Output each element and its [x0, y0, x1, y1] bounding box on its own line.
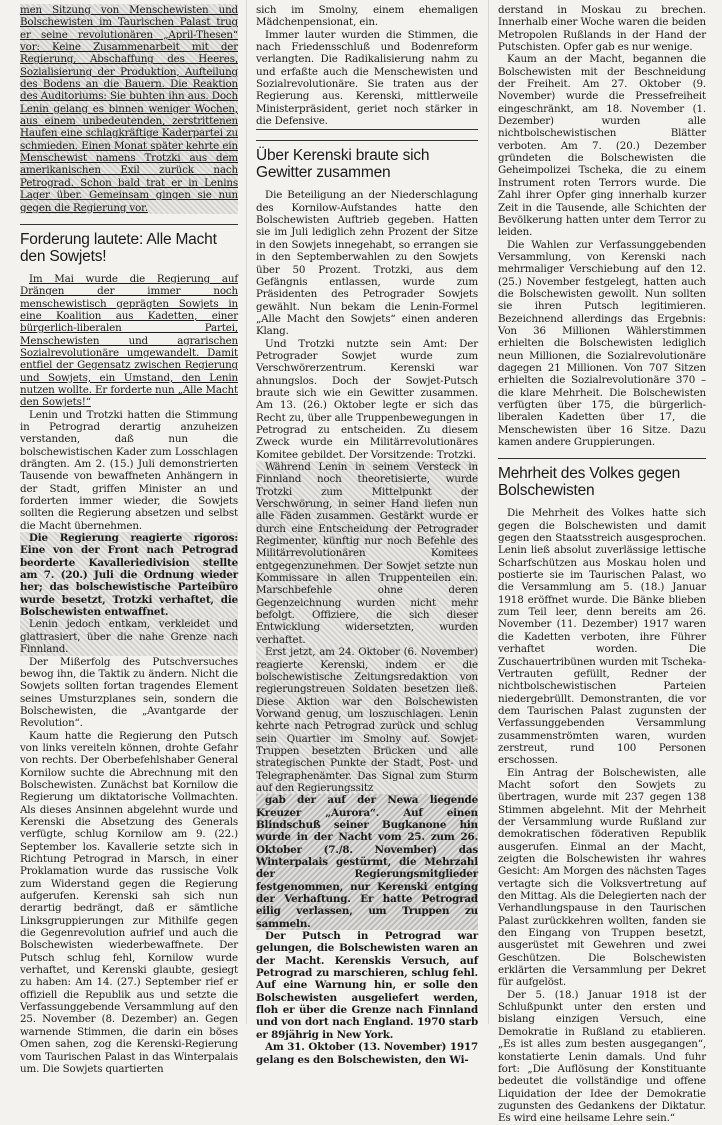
- paragraph: Immer lauter wurden die Stimmen, die nach Friedensschluß und Bodenreform verlangten. Die Radikalisierung nahm zu und erfaßte auch die Menschewisten und Sozialrevolutionäre. Sie traten aus der Regierung aus. Kerenski, mittlerweile Ministerpräsident, geriet noch stärker in die Defensive.: [256, 29, 478, 131]
- paragraph: derstand in Moskau zu brechen. Innerhalb einer Woche waren die beiden Metropolen Rußlands in der Hand der Putschisten. Opfer gab es nur wenige.: [498, 4, 706, 54]
- section-heading: Mehrheit des Volkes gegen Bolschewisten: [498, 458, 706, 499]
- article-column-3: [498, 4, 706, 1125]
- section-heading: Über Kerenski braute sich Gewitter zusammen: [256, 140, 478, 181]
- paragraph: Ein Antrag der Bolschewisten, alle Macht sofort den Sowjets zu übertragen, wurde mit 237 gegen 138 Stimmen abgelehnt. Mit der Mehrheit der Versammlung wurde Rußland zur demokratischen föderativen Republik ausgerufen. Einmal an der Macht, zeigten die Bolschewisten ihr wahres Gesicht: Am Morgen des nächsten Tages vertagte sich die Volksvertretung auf den Mittag. Als die Delegierten nach der Verhandlungspause in den Taurischen Palast zurückkehren wollten, fanden sie den Eingang von Truppen besetzt, ausgerüstet mit Gewehren und zwei Geschützen. Die Bolschewisten erklärten die Versammlung per Dekret für aufgelöst.: [498, 766, 706, 989]
- paragraph: Während Lenin in seinem Versteck in Finnland noch theoretisierte, wurde Trotzki zum Mittelpunkt der Verschwörung, in seiner Hand liefen nun alle Fäden zusammen. Gestärkt wurde er durch eine Entscheidung der Petrograder Regimenter, künftig nur noch Befehle des Militärrevolutionären Komitees entgegenzunehmen. Der Sowjet setzte nun Kommissare in allen Truppenteilen ein. Marschbefehle ohne deren Gegenzeichnung wurden nicht mehr befolgt. Offiziere, die sich dieser Entwicklung widersetzten, wurden verhaftet.: [256, 461, 478, 646]
- column-divider: [488, 0, 489, 1024]
- column-divider: [246, 0, 247, 1024]
- paragraph: Der 5. (18.) Januar 1918 ist der Schlußpunkt unter den ersten und bislang einzigen Versuch, eine Demokratie in Rußland zu etablieren. „Es ist alles zum besten ausgegangen“, konstatierte Lenin damals. Und fuhr fort: „Die Auflösung der Konstituante bedeutet die vollständige und offene Liquidation der Idee der Demokratie zugunsten des Gedankens der Diktatur. Es wird eine heilsame Lehre sein.“: [498, 988, 706, 1125]
- paragraph: Die Mehrheit des Volkes hatte sich gegen die Bolschewisten und damit gegen den Staatsstreich ausgesprochen. Lenin ließ absolut zuverlässige lettische Scharfschützen aus Moskau holen und postierte sie im Taurischen Palast, wo die Versammlung am 5. (18.) Januar 1918 eröffnet wurde. Die Bänke blieben zum Teil leer, denn bereits am 26. November (11. Dezember) 1917 waren die Kadetten verboten, ihre Führer verhaftet worden. Die Zuschauertribünen wurden mit Tscheka-Vertrauten gefüllt, Redner der nichtbolschewistischen Parteien niedergebrüllt. Demonstranten, die vor dem Taurischen Palast zugunsten der Verfassunggebenden Versammlung zusammenströmten waren, wurden zerstreut, rund 100 Personen erschossen.: [498, 507, 706, 767]
- section-heading: Forderung lautete: Alle Macht den Sowjets!: [20, 224, 238, 265]
- paragraph: Die Regierung reagierte rigoros: Eine von der Front nach Petrograd beorderte Kavalleriedivision stellte am 7. (20.) Juli die Ordnung wieder her; das bolschewistische Parteibüro wurde besetzt, Trotzki verhaftet, die Bolschewisten entwaffnet.: [20, 532, 238, 619]
- article-column-1: [20, 4, 238, 1075]
- paragraph: Erst jetzt, am 24. Oktober (6. November) reagierte Kerenski, indem er die bolschewistische Zeitungsredaktion von regierungstreuen Soldaten besetzen ließ. Diese Aktion war den Bolschewisten Vorwand genug, um loszuschlagen. Lenin kehrte nach Petrograd zurück und schlug sein Quartier im Smolny auf. Sowjet-Truppen besetzten Brücken und alle strategischen Punkte der Stadt, Post- und Telegraphenämter. Das Signal zum Sturm auf den Regierungssitz: [256, 646, 478, 794]
- paragraph: sich im Smolny, einem ehemaligen Mädchenpensionat, ein.: [256, 4, 478, 29]
- paragraph: Lenin und Trotzki hatten die Stimmung in Petrograd derartig anzuheizen verstanden, daß nun die bolschewistischen Kader zum Losschlagen drängten. Am 2. (15.) Juli demonstrierten Tausende von bewaffneten Anhängern in der Stadt, griffen Minister an und forderten immer wieder, die Sowjets sollten die Regierung absetzen und selbst die Macht übernehmen.: [20, 408, 238, 532]
- paragraph: Und Trotzki nutzte sein Amt: Der Petrograder Sowjet wurde zum Verschwörerzentrum. Kerenski war ahnungslos. Doch der Sowjet-Putsch braute sich wie ein Gewitter zusammen. Am 13. (26.) Oktober legte er sich das Recht zu, über alle Truppenbewegungen in Petrograd zu entscheiden. Zu diesem Zweck wurde ein Militärrevolutionäres Komitee gebildet. Der Vorsitzende: Trotzki.: [256, 337, 478, 461]
- paragraph: Der Putsch in Petrograd war gelungen, die Bolschewisten waren an der Macht. Kerenskis Versuch, auf Petrograd zu marschieren, schlug fehl. Auf eine Warnung hin, er solle den Bolschewisten ausgeliefert werden, floh er über die Grenze nach Finnland und von dort nach England. 1970 starb er 89jährig in New York.: [256, 930, 478, 1041]
- paragraph: gab der auf der Newa liegende Kreuzer „Aurora“. Auf einen Blindschuß seiner Bugkanone hin wurde in der Nacht vom 25. zum 26. Oktober (7./8. November) das Winterpalais gestürmt, die Mehrzahl der Regierungsmitglieder festgenommen, nur Kerenski entging der Verhaftung. Er hatte Petrograd eilig verlassen, um Truppen zu sammeln.: [256, 794, 478, 930]
- paragraph: Kaum an der Macht, begannen die Bolschewisten mit der Beschneidung der Freiheit. Am 27. Oktober (9. November) wurde die Pressefreiheit eingeschränkt, am 18. November (1. Dezember) wurden alle nichtbolschewistischen Blätter verboten. Am 7. (20.) Dezember gründeten die Bolschewisten die Geheimpolizei Tscheka, die zu einem Instrument roten Terrors wurde. Die Zahl ihrer Opfer ging innerhalb kurzer Zeit in die Tausende, alle Schichten der Bevölkerung hatten unter dem Terror zu leiden.: [498, 53, 706, 239]
- paragraph: Die Wahlen zur Verfassunggebenden Versammlung, von Kerenski nach mehrmaliger Verschiebung auf den 12. (25.) November festgelegt, hatten auch die Bolschewisten gewollt. Nun sollten sie ihren Putsch legitimieren. Bezeichnend allerdings das Ergebnis: Von 36 Millionen Wählerstimmen erhielten die Bolschewisten lediglich neun Millionen, die Sozialrevolutionäre dagegen 21 Millionen. Von 707 Sitzen erhielten die Sozialrevolutionäre 370 – die klare Mehrheit. Die Bolschewisten verfügten über 175, die bürgerlich-liberalen Kadetten über 17, die Menschewisten über 16 Sitze. Dazu kamen andere Gruppierungen.: [498, 238, 706, 449]
- paragraph: Die Beteiligung an der Niederschlagung des Kornilow-Aufstandes hatte den Bolschewisten Auftrieb gegeben. Hatten sie im Juli lediglich zehn Prozent der Sitze in den Sowjets innegehabt, so errangen sie in den Septemberwahlen zu den Sowjets über 50 Prozent. Trotzki, aus dem Gefängnis entlassen, wurde zum Präsidenten des Petrograder Sowjets gewählt. Nun bekam die Lenin-Formel „Alle Macht den Sowjets“ einen anderen Klang.: [256, 189, 478, 338]
- article-column-2: [256, 4, 478, 1066]
- paragraph: Im Mai wurde die Regierung auf Drängen der immer noch menschewistisch geprägten Sowjets in eine Koalition aus Kadetten, einer bürgerlich-liberalen Partei, Menschewisten und agrarischen Sozialrevolutionäre umgewandelt. Damit entfiel der Gegensatz zwischen Regierung und Sowjets, ein Umstand, den Lenin nutzen wollte. Er forderte nun „Alle Macht den Sowjets!“: [20, 272, 238, 409]
- paragraph: men Sitzung von Menschewisten und Bolschewisten im Taurischen Palast trug er seine revolutionären „April-Thesen“ vor: Keine Zusammenarbeit mit der Regierung, Abschaffung des Heeres, Sozialisierung der Produktion, Aufteilung des Bodens an die Bauern. Die Reaktion des Auditoriums: Sie buhten ihn aus. Doch Lenin gelang es binnen weniger Wochen, aus einem unbedeutenden, zerstrittenen Haufen eine schlagkräftige Kaderpartei zu schmieden. Einen Monat später kehrte ein Menschewist namens Trotzki aus dem amerikanischen Exil zurück nach Petrograd. Schon bald trat er in Lenins Lager über. Gemeinsam gingen sie nun gegen die Regierung vor.: [20, 4, 238, 214]
- paragraph: Lenin jedoch entkam, verkleidet und glattrasiert, über die nahe Grenze nach Finnland.: [20, 618, 238, 656]
- paragraph: Am 31. Oktober (13. November) 1917 gelang es den Bolschewisten, den Wi-: [256, 1041, 478, 1066]
- paragraph: Der Mißerfolg des Putschversuches bewog ihn, die Taktik zu ändern. Nicht die Sowjets sollten fortan tragendes Element seines Umsturzplanes sein, sondern die Bolschewisten, die „Avantgarde der Revolution“.: [20, 655, 238, 730]
- paragraph: Kaum hatte die Regierung den Putsch von links vereiteln können, drohte Gefahr von rechts. Der Oberbefehlshaber General Kornilow suchte die Abrechnung mit den Bolschewisten. Zunächst bat Kornilow die Regierung um diktatorische Vollmachten. Als dieses Ansinnen abgelehnt wurde und Kerenski die Absetzung des Generals verfügte, schlug Kornilow am 9. (22.) September los. Kavallerie setzte sich in Richtung Petrograd in Marsch, in einer Proklamation wurde das russische Volk zum Widerstand gegen die Regierung aufgerufen. Kerenski sah sich nun derartig bedrängt, daß er sämtliche Linksgruppierungen zur Mithilfe gegen die Gegenrevolution aufrief und auch die Bolschewisten wiederbewaffnete. Der Putsch schlug fehl, Kornilow wurde verhaftet, und Kerenski glaubte, gesiegt zu haben: Am 14. (27.) September rief er offiziell die Republik aus und setzte die Verfassunggebende Versammlung auf den 25. November (8. Dezember) an. Gegen warnende Stimmen, die darin ein böses Omen sahen, zog die Kerenski-Regierung vom Taurischen Palast in das Winterpalais um. Die Sowjets quartierten: [20, 729, 238, 1075]
